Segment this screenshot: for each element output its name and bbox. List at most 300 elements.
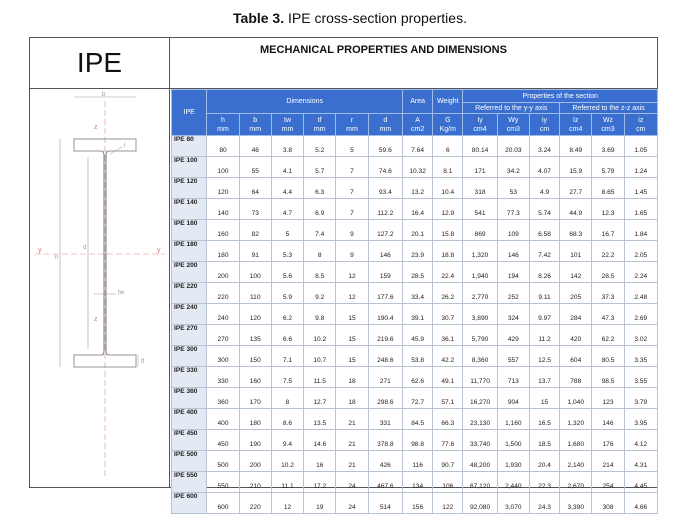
section-designation: IPE 140 [172, 199, 207, 220]
table-cell: 200 [239, 451, 271, 472]
column-symbol: A [415, 116, 420, 124]
table-cell: 12 [336, 283, 368, 304]
table-cell: 47.3 [592, 304, 624, 325]
table-cell: 3.55 [624, 367, 657, 388]
table-cell: 9 [336, 241, 368, 262]
table-cell: 7 [336, 157, 368, 178]
label-tw: tw [118, 290, 124, 296]
col-ipe-header: IPE [172, 90, 207, 136]
table-cell: 12.9 [433, 199, 463, 220]
table-cell: 112.2 [368, 199, 402, 220]
column-symbol: Iy [477, 116, 483, 124]
table-cell: 190.4 [368, 304, 402, 325]
table-cell: 74.6 [368, 157, 402, 178]
section-designation: IPE 180 [172, 241, 207, 262]
section-designation: IPE 200 [172, 262, 207, 283]
table-cell: 120 [207, 178, 239, 199]
table-cell: 80.5 [592, 346, 624, 367]
table-cell: 27.7 [560, 178, 592, 199]
table-cell: 44.9 [560, 199, 592, 220]
table-cell: 214 [592, 451, 624, 472]
table-cell: 20.03 [497, 136, 529, 157]
group-weight-header: Weight [433, 90, 463, 114]
table-cell: 23,130 [463, 409, 497, 430]
table-cell: 17.2 [304, 472, 336, 493]
symbol-unit-header [368, 114, 402, 136]
table-cell: 101 [560, 241, 592, 262]
table-cell: 429 [497, 325, 529, 346]
table-cell: 7 [336, 178, 368, 199]
table-cell: 14.6 [304, 430, 336, 451]
table-cell: 8 [304, 241, 336, 262]
table-cell: 16.7 [592, 220, 624, 241]
table-cell: 22.3 [529, 472, 559, 493]
table-cell: 8.5 [304, 262, 336, 283]
table-cell: 2,440 [497, 472, 529, 493]
table-cell: 8.1 [433, 157, 463, 178]
table-cell: 13.7 [529, 367, 559, 388]
column-unit: cm3 [506, 125, 520, 133]
table-cell: 49.1 [433, 367, 463, 388]
table-cell: 72.7 [403, 388, 433, 409]
table-cell: 2,140 [560, 451, 592, 472]
table-cell: 3.95 [624, 409, 657, 430]
column-unit: cm [539, 125, 550, 133]
table-cell: 7.4 [304, 220, 336, 241]
table-cell: 252 [497, 283, 529, 304]
table-cell: 3.69 [592, 136, 624, 157]
table-cell: 10.7 [304, 346, 336, 367]
table-cell: 3.8 [271, 136, 303, 157]
table-cell: 15 [529, 388, 559, 409]
table-cell: 5 [271, 220, 303, 241]
table-cell: 142 [560, 262, 592, 283]
label-d: d [83, 245, 87, 251]
table-cell: 298.6 [368, 388, 402, 409]
table-cell: 2,770 [463, 283, 497, 304]
table-cell: 1.05 [624, 136, 657, 157]
table-cell: 39.1 [403, 304, 433, 325]
subgroup-yy-header: Referred to the y-y axis [463, 103, 560, 114]
table-cell: 400 [207, 409, 239, 430]
symbol-unit-header [271, 114, 303, 136]
table-cell: 48,200 [463, 451, 497, 472]
section-designation: IPE 160 [172, 220, 207, 241]
table-cell: 4.4 [271, 178, 303, 199]
symbol-unit-header [592, 114, 624, 136]
table-row [172, 262, 658, 283]
column-symbol: G [445, 116, 451, 124]
table-cell: 64 [239, 178, 271, 199]
section-name: IPE [30, 38, 170, 89]
table-cell: 5.6 [271, 262, 303, 283]
table-cell: 177.6 [368, 283, 402, 304]
column-symbol: iz [638, 116, 644, 124]
table-cell: 308 [592, 493, 624, 514]
section-designation: IPE 270 [172, 325, 207, 346]
table-cell: 1.84 [624, 220, 657, 241]
column-unit: cm [636, 125, 646, 133]
table-cell: 12.7 [304, 388, 336, 409]
table-cell: 160 [239, 367, 271, 388]
column-symbol: r [350, 116, 354, 124]
table-cell: 5 [336, 136, 368, 157]
table-cell: 5.7 [304, 157, 336, 178]
table-cell: 91 [239, 241, 271, 262]
table-row [172, 493, 658, 514]
table-cell: 330 [207, 367, 239, 388]
table-cell: 123 [592, 388, 624, 409]
table-cell: 6.2 [271, 304, 303, 325]
table-cell: 10.32 [403, 157, 433, 178]
label-z-bottom: z [94, 316, 98, 323]
table-cell: 93.4 [368, 178, 402, 199]
table-cell: 84.5 [403, 409, 433, 430]
table-row [172, 283, 658, 304]
table-cell: 160 [207, 220, 239, 241]
table-cell: 5.74 [529, 199, 559, 220]
section-designation: IPE 220 [172, 283, 207, 304]
table-cell: 1,500 [497, 430, 529, 451]
section-designation: IPE 240 [172, 304, 207, 325]
table-cell: 190 [239, 430, 271, 451]
table-cell: 156 [403, 493, 433, 514]
table-cell: 7.42 [529, 241, 559, 262]
table-cell: 3,890 [463, 304, 497, 325]
column-symbol: Iz [573, 116, 579, 124]
table-cell: 270 [207, 325, 239, 346]
table-cell: 6.58 [529, 220, 559, 241]
table-cell: 4.9 [529, 178, 559, 199]
table-cell: 120 [239, 304, 271, 325]
table-cell: 11.5 [304, 367, 336, 388]
column-symbol: Wy [508, 116, 519, 124]
table-cell: 8.26 [529, 262, 559, 283]
table-cell: 541 [463, 199, 497, 220]
symbol-unit-header [239, 114, 271, 136]
table-cell: 16.4 [403, 199, 433, 220]
table-cell: 12 [336, 262, 368, 283]
table-cell: 1,160 [497, 409, 529, 430]
table-cell: 557 [497, 346, 529, 367]
symbol-unit-header [560, 114, 592, 136]
table-cell: 8,360 [463, 346, 497, 367]
table-cell: 2.48 [624, 283, 657, 304]
table-cell: 420 [560, 325, 592, 346]
table-cell: 4.7 [271, 199, 303, 220]
table-cell: 21 [336, 409, 368, 430]
table-cell: 9.8 [304, 304, 336, 325]
label-y-left: y [38, 247, 42, 254]
table-cell: 20.1 [403, 220, 433, 241]
symbol-unit-header [463, 114, 497, 136]
column-unit: mm [313, 125, 326, 133]
table-cell: 3.02 [624, 325, 657, 346]
table-cell: 159 [368, 262, 402, 283]
table-cell: 8.65 [592, 178, 624, 199]
table-cell: 331 [368, 409, 402, 430]
table-cell: 200 [207, 262, 239, 283]
table-cell: 2.69 [624, 304, 657, 325]
table-cell: 426 [368, 451, 402, 472]
column-symbol: Wz [602, 116, 614, 124]
label-tf: tf [141, 359, 145, 365]
table-cell: 12 [271, 493, 303, 514]
table-title: MECHANICAL PROPERTIES AND DIMENSIONS [170, 38, 658, 89]
table-cell: 34.2 [497, 157, 529, 178]
table-cell: 788 [560, 367, 592, 388]
table-cell: 77.3 [497, 199, 529, 220]
table-cell: 4.1 [271, 157, 303, 178]
table-row [172, 430, 658, 451]
table-cell: 13.2 [403, 178, 433, 199]
table-cell: 6 [433, 136, 463, 157]
table-row [172, 325, 658, 346]
table-cell: 134 [403, 472, 433, 493]
table-cell: 26.2 [433, 283, 463, 304]
table-cell: 16.5 [529, 409, 559, 430]
column-unit: cm3 [601, 125, 615, 133]
table-cell: 62.2 [592, 325, 624, 346]
i-beam-diagram [30, 89, 170, 488]
table-cell: 284 [560, 304, 592, 325]
table-cell: 55 [239, 157, 271, 178]
table-frame [29, 37, 658, 511]
table-cell: 7.64 [403, 136, 433, 157]
table-cell: 16 [304, 451, 336, 472]
table-cell: 36.1 [433, 325, 463, 346]
table-cell: 16,270 [463, 388, 497, 409]
symbol-unit-header [207, 114, 239, 136]
column-unit: mm [281, 125, 294, 133]
table-cell: 11.2 [529, 325, 559, 346]
table-cell: 42.2 [433, 346, 463, 367]
table-cell: 24 [336, 493, 368, 514]
table-cell: 9 [336, 220, 368, 241]
table-cell: 318 [463, 178, 497, 199]
table-caption [0, 10, 700, 26]
table-cell: 254 [592, 472, 624, 493]
table-cell: 1,680 [560, 430, 592, 451]
table-cell: 28.5 [403, 262, 433, 283]
table-cell: 5.9 [271, 283, 303, 304]
table-cell: 904 [497, 388, 529, 409]
table-cell: 98.5 [592, 367, 624, 388]
table-cell: 7.5 [271, 367, 303, 388]
column-unit: cm2 [411, 125, 425, 133]
section-designation: IPE 100 [172, 157, 207, 178]
group-area-header: Area [403, 90, 433, 114]
section-designation: IPE 330 [172, 367, 207, 388]
table-cell: 1.65 [624, 199, 657, 220]
table-cell: 73 [239, 199, 271, 220]
column-symbol: iy [542, 116, 548, 124]
table-cell: 15.9 [560, 157, 592, 178]
table-cell: 15 [336, 346, 368, 367]
table-cell: 24.3 [529, 493, 559, 514]
table-cell: 3.24 [529, 136, 559, 157]
table-cell: 127.2 [368, 220, 402, 241]
table-cell: 6.9 [304, 199, 336, 220]
column-symbol: tf [317, 116, 322, 124]
table-cell: 4.07 [529, 157, 559, 178]
table-cell: 4.45 [624, 472, 657, 493]
table-cell: 4.12 [624, 430, 657, 451]
table-cell: 12.3 [592, 199, 624, 220]
table-cell: 5.79 [592, 157, 624, 178]
section-designation: IPE 80 [172, 136, 207, 157]
label-r: r [124, 143, 126, 149]
table-cell: 140 [207, 199, 239, 220]
table-cell: 3,070 [497, 493, 529, 514]
table-cell: 12.5 [529, 346, 559, 367]
table-cell: 9.11 [529, 283, 559, 304]
table-cell: 92,080 [463, 493, 497, 514]
table-cell: 3.79 [624, 388, 657, 409]
table-cell: 33.4 [403, 283, 433, 304]
symbols-units-row [172, 114, 658, 136]
table-cell: 1.45 [624, 178, 657, 199]
table-cell: 19 [304, 493, 336, 514]
table-cell: 4.31 [624, 451, 657, 472]
table-cell: 1.24 [624, 157, 657, 178]
section-designation: IPE 120 [172, 178, 207, 199]
table-row [172, 472, 658, 493]
subgroup-zz-header: Referred to the z-z axis [560, 103, 658, 114]
label-y-right: y [157, 247, 161, 254]
table-cell: 7 [336, 199, 368, 220]
table-cell: 205 [560, 283, 592, 304]
table-cell: 122 [433, 493, 463, 514]
table-cell: 46 [239, 136, 271, 157]
table-row [172, 136, 658, 157]
table-cell: 604 [560, 346, 592, 367]
table-cell: 23.9 [403, 241, 433, 262]
table-cell: 146 [497, 241, 529, 262]
table-row [172, 220, 658, 241]
table-cell: 98.8 [403, 430, 433, 451]
table-cell: 10.2 [304, 325, 336, 346]
ipe-section-drawing [30, 89, 170, 488]
table-cell: 1,320 [463, 241, 497, 262]
label-h: h [55, 255, 59, 261]
table-cell: 2.05 [624, 241, 657, 262]
group-properties-header: Properties of the section [463, 90, 658, 103]
table-cell: 1,320 [560, 409, 592, 430]
table-cell: 170 [239, 388, 271, 409]
table-cell: 5.2 [304, 136, 336, 157]
table-cell: 5,790 [463, 325, 497, 346]
table-cell: 10.2 [271, 451, 303, 472]
table-cell: 82 [239, 220, 271, 241]
section-designation: IPE 400 [172, 409, 207, 430]
table-cell: 68.3 [560, 220, 592, 241]
table-cell: 37.3 [592, 283, 624, 304]
table-cell: 219.6 [368, 325, 402, 346]
symbol-unit-header [433, 114, 463, 136]
table-cell: 109 [497, 220, 529, 241]
table-cell: 5.3 [271, 241, 303, 262]
table-cell: 3,390 [560, 493, 592, 514]
section-designation: IPE 600 [172, 493, 207, 514]
properties-table-body [172, 136, 658, 514]
table-cell: 110 [239, 283, 271, 304]
table-cell: 18 [336, 367, 368, 388]
table-cell: 514 [368, 493, 402, 514]
table-cell: 7.1 [271, 346, 303, 367]
caption-text: IPE cross-section properties. [284, 10, 467, 26]
table-row [172, 304, 658, 325]
label-b: b [102, 92, 106, 98]
table-cell: 100 [207, 157, 239, 178]
table-cell: 106 [433, 472, 463, 493]
column-symbol: h [221, 116, 225, 124]
table-cell: 22.2 [592, 241, 624, 262]
symbol-unit-header [336, 114, 368, 136]
symbol-unit-header [403, 114, 433, 136]
table-cell: 500 [207, 451, 239, 472]
table-cell: 62.6 [403, 367, 433, 388]
table-cell: 4.66 [624, 493, 657, 514]
table-cell: 135 [239, 325, 271, 346]
section-designation: IPE 500 [172, 451, 207, 472]
column-symbol: tw [284, 116, 291, 124]
table-cell: 53 [497, 178, 529, 199]
column-unit: cm4 [569, 125, 583, 133]
table-cell: 57.1 [433, 388, 463, 409]
table-row [172, 409, 658, 430]
table-cell: 378.8 [368, 430, 402, 451]
table-cell: 80.14 [463, 136, 497, 157]
table-cell: 18 [336, 388, 368, 409]
table-row [172, 367, 658, 388]
table-cell: 271 [368, 367, 402, 388]
properties-table [171, 89, 658, 514]
table-cell: 15 [336, 304, 368, 325]
table-cell: 8.49 [560, 136, 592, 157]
table-cell: 15 [336, 325, 368, 346]
label-z-top: z [94, 124, 98, 131]
table-cell: 53.8 [403, 346, 433, 367]
table-row [172, 199, 658, 220]
table-cell: 220 [239, 493, 271, 514]
table-cell: 550 [207, 472, 239, 493]
table-cell: 1,040 [560, 388, 592, 409]
symbol-unit-header [624, 114, 657, 136]
table-row [172, 451, 658, 472]
symbol-unit-header [529, 114, 559, 136]
table-cell: 20.4 [529, 451, 559, 472]
column-symbol: d [383, 116, 388, 124]
table-cell: 240 [207, 304, 239, 325]
column-unit: mm [217, 125, 229, 133]
table-cell: 67,120 [463, 472, 497, 493]
table-cell: 180 [239, 409, 271, 430]
table-row [172, 178, 658, 199]
table-cell: 18.5 [529, 430, 559, 451]
table-cell: 21 [336, 430, 368, 451]
table-cell: 713 [497, 367, 529, 388]
table-cell: 116 [403, 451, 433, 472]
table-cell: 77.6 [433, 430, 463, 451]
table-cell: 13.5 [304, 409, 336, 430]
table-row [172, 241, 658, 262]
table-cell: 467.6 [368, 472, 402, 493]
symbol-unit-header [304, 114, 336, 136]
table-cell: 9.4 [271, 430, 303, 451]
column-unit: mm [379, 125, 392, 133]
table-cell: 450 [207, 430, 239, 451]
